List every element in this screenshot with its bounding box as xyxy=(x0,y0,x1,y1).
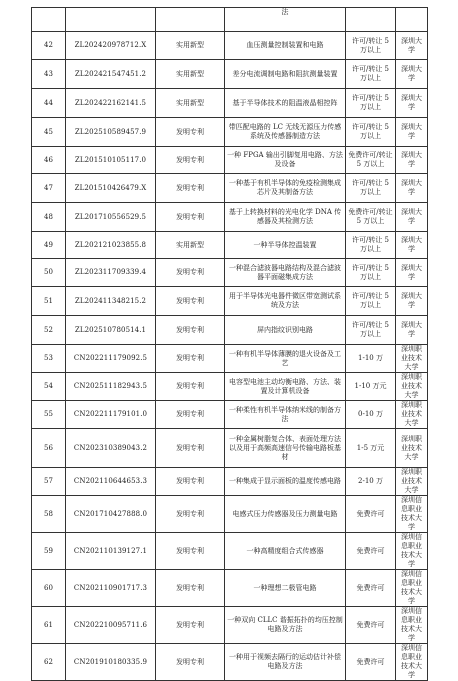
patent-name: 差分电流调制电路和阻抗测量装置 xyxy=(225,60,346,89)
patent-owner: 深圳大学 xyxy=(396,147,428,174)
table-row xyxy=(32,232,428,259)
patent-table-body xyxy=(32,8,428,681)
license-terms: 许可/转让 5 万以上 xyxy=(346,287,396,316)
license-terms: 许可/转让 5 万以上 xyxy=(346,174,396,203)
patent-name: 血压测量控制装置和电路 xyxy=(225,32,346,60)
license-terms: 许可/转让 5 万以上 xyxy=(346,316,396,345)
patent-number: ZL202510780514.1 xyxy=(66,316,156,345)
patent-name: 一种有机半导体薄膜的退火设备及工艺 xyxy=(225,345,346,373)
table-row xyxy=(32,644,428,681)
patent-number: ZL201510426479.X xyxy=(66,174,156,203)
patent-type: 发明专利 xyxy=(156,147,225,174)
table-row xyxy=(32,496,428,533)
table-row xyxy=(32,203,428,232)
row-number: 50 xyxy=(32,259,66,287)
patent-name: 一种金属树脂复合体、表面处理方法以及用于高频高速信号传输电路板基材 xyxy=(225,429,346,468)
patent-type: 发明专利 xyxy=(156,644,225,681)
patent-name: 用于半导体光电器件微区带宽测试系统及方法 xyxy=(225,287,346,316)
patent-number: ZL202510589457.9 xyxy=(66,118,156,147)
row-number: 55 xyxy=(32,401,66,429)
patent-number: ZL202422162141.5 xyxy=(66,89,156,118)
patent-type xyxy=(156,8,225,32)
patent-number: CN202210095711.6 xyxy=(66,607,156,644)
patent-owner: 深圳大学 xyxy=(396,89,428,118)
patent-type: 实用新型 xyxy=(156,89,225,118)
row-number: 60 xyxy=(32,570,66,607)
patent-type: 发明专利 xyxy=(156,174,225,203)
patent-owner: 深圳职业技术大学 xyxy=(396,468,428,496)
patent-owner: 深圳大学 xyxy=(396,203,428,232)
row-number: 48 xyxy=(32,203,66,232)
patent-number: ZL201510105117.0 xyxy=(66,147,156,174)
row-number: 57 xyxy=(32,468,66,496)
patent-number: CN202110644653.3 xyxy=(66,468,156,496)
patent-owner: 深圳大学 xyxy=(396,60,428,89)
license-terms: 1-10 万元 xyxy=(346,373,396,401)
patent-name: 一种用于视频去隔行的运动估计补偿电路及方法 xyxy=(225,644,346,681)
patent-name: 法 xyxy=(225,8,346,32)
patent-owner: 深圳大学 xyxy=(396,232,428,259)
patent-owner: 深圳信息职业技术大学 xyxy=(396,607,428,644)
patent-type: 发明专利 xyxy=(156,373,225,401)
patent-number: CN202110901717.3 xyxy=(66,570,156,607)
table-row xyxy=(32,89,428,118)
patent-name: 一种半导体控温装置 xyxy=(225,232,346,259)
patent-name: 一种集成于显示面板的温度传感电路 xyxy=(225,468,346,496)
patent-type: 实用新型 xyxy=(156,32,225,60)
patent-type: 发明专利 xyxy=(156,533,225,570)
patent-name: 基于半导体技术的阻温液晶相控阵 xyxy=(225,89,346,118)
table-row xyxy=(32,60,428,89)
row-number: 43 xyxy=(32,60,66,89)
table-row xyxy=(32,147,428,174)
patent-type: 实用新型 xyxy=(156,232,225,259)
table-row xyxy=(32,316,428,345)
license-terms: 许可/转让 5 万以上 xyxy=(346,232,396,259)
row-number xyxy=(32,8,66,32)
patent-owner: 深圳大学 xyxy=(396,316,428,345)
license-terms: 免费许可/转让 5 万以上 xyxy=(346,147,396,174)
patent-owner: 深圳职业技术大学 xyxy=(396,429,428,468)
patent-name: 电容型电池主动均衡电路、方法、装置及计算机设备 xyxy=(225,373,346,401)
patent-owner xyxy=(396,8,428,32)
license-terms: 许可/转让 5 万以上 xyxy=(346,60,396,89)
row-number: 61 xyxy=(32,607,66,644)
patent-owner: 深圳大学 xyxy=(396,287,428,316)
patent-table-container xyxy=(31,7,427,681)
patent-name: 屏内指纹识别电路 xyxy=(225,316,346,345)
patent-owner: 深圳信息职业技术大学 xyxy=(396,644,428,681)
patent-name: 一种理想二极管电路 xyxy=(225,570,346,607)
patent-type: 发明专利 xyxy=(156,316,225,345)
row-number: 54 xyxy=(32,373,66,401)
patent-number: ZL201710556529.5 xyxy=(66,203,156,232)
patent-number: ZL202311709339.4 xyxy=(66,259,156,287)
table-row xyxy=(32,259,428,287)
patent-owner: 深圳信息职业技术大学 xyxy=(396,533,428,570)
row-number: 59 xyxy=(32,533,66,570)
patent-type: 发明专利 xyxy=(156,468,225,496)
license-terms: 免费许可/转让 5 万以上 xyxy=(346,203,396,232)
patent-number: CN201710427888.0 xyxy=(66,496,156,533)
license-terms: 许可/转让 5 万以上 xyxy=(346,118,396,147)
patent-type: 发明专利 xyxy=(156,118,225,147)
license-terms: 1-10 万 xyxy=(346,345,396,373)
patent-type: 发明专利 xyxy=(156,287,225,316)
patent-number: ZL202421547451.2 xyxy=(66,60,156,89)
patent-owner: 深圳信息职业技术大学 xyxy=(396,570,428,607)
table-row xyxy=(32,8,428,32)
patent-name: 一种柔性有机半导体纳米线的制备方法 xyxy=(225,401,346,429)
table-row xyxy=(32,118,428,147)
patent-table xyxy=(31,7,428,681)
license-terms: 免费许可 xyxy=(346,570,396,607)
patent-owner: 深圳职业技术大学 xyxy=(396,401,428,429)
patent-number: CN202511182943.5 xyxy=(66,373,156,401)
patent-owner: 深圳大学 xyxy=(396,259,428,287)
patent-number: ZL202420978712.X xyxy=(66,32,156,60)
license-terms xyxy=(346,8,396,32)
patent-owner: 深圳大学 xyxy=(396,174,428,203)
table-row xyxy=(32,287,428,316)
patent-number: ZL202411348215.2 xyxy=(66,287,156,316)
patent-number: CN202211179092.5 xyxy=(66,345,156,373)
patent-number: CN201910180335.9 xyxy=(66,644,156,681)
license-terms: 免费许可 xyxy=(346,644,396,681)
table-row xyxy=(32,345,428,373)
row-number: 62 xyxy=(32,644,66,681)
table-row xyxy=(32,174,428,203)
patent-type: 发明专利 xyxy=(156,345,225,373)
row-number: 51 xyxy=(32,287,66,316)
row-number: 46 xyxy=(32,147,66,174)
row-number: 49 xyxy=(32,232,66,259)
table-row xyxy=(32,468,428,496)
patent-name: 带匹配电路的 LC 无线无源压力传感系统及传感器制造方法 xyxy=(225,118,346,147)
patent-type: 发明专利 xyxy=(156,570,225,607)
row-number: 53 xyxy=(32,345,66,373)
license-terms: 许可/转让 5 万以上 xyxy=(346,259,396,287)
license-terms: 0-10 万 xyxy=(346,401,396,429)
row-number: 47 xyxy=(32,174,66,203)
patent-type: 实用新型 xyxy=(156,60,225,89)
license-terms: 免费许可 xyxy=(346,607,396,644)
table-row xyxy=(32,607,428,644)
license-terms: 许可/转让 5 万以上 xyxy=(346,32,396,60)
license-terms: 许可/转让 5 万以上 xyxy=(346,89,396,118)
patent-name: 一种基于有机半导体的免疫检测集成芯片及其制备方法 xyxy=(225,174,346,203)
patent-owner: 深圳大学 xyxy=(396,118,428,147)
patent-type: 发明专利 xyxy=(156,203,225,232)
table-row xyxy=(32,533,428,570)
patent-type: 发明专利 xyxy=(156,429,225,468)
patent-name: 一种高精度组合式传感器 xyxy=(225,533,346,570)
patent-type: 发明专利 xyxy=(156,401,225,429)
table-row xyxy=(32,401,428,429)
patent-type: 发明专利 xyxy=(156,607,225,644)
patent-owner: 深圳职业技术大学 xyxy=(396,345,428,373)
patent-owner: 深圳职业技术大学 xyxy=(396,373,428,401)
table-row xyxy=(32,373,428,401)
patent-type: 发明专利 xyxy=(156,259,225,287)
row-number: 45 xyxy=(32,118,66,147)
license-terms: 2-10 万 xyxy=(346,468,396,496)
row-number: 56 xyxy=(32,429,66,468)
patent-name: 基于上转换材料的光电化学 DNA 传感器及其检测方法 xyxy=(225,203,346,232)
patent-type: 发明专利 xyxy=(156,496,225,533)
table-row xyxy=(32,429,428,468)
patent-number: CN202110139127.1 xyxy=(66,533,156,570)
patent-number xyxy=(66,8,156,32)
patent-number: ZL202121023855.8 xyxy=(66,232,156,259)
table-row xyxy=(32,32,428,60)
license-terms: 1-5 万元 xyxy=(346,429,396,468)
patent-name: 电感式压力传感器及压力测量电路 xyxy=(225,496,346,533)
patent-number: CN202211179101.0 xyxy=(66,401,156,429)
patent-owner: 深圳信息职业技术大学 xyxy=(396,496,428,533)
row-number: 42 xyxy=(32,32,66,60)
patent-owner: 深圳大学 xyxy=(396,32,428,60)
table-row xyxy=(32,570,428,607)
patent-name: 一种 FPGA 输出引脚复用电路、方法及设备 xyxy=(225,147,346,174)
row-number: 58 xyxy=(32,496,66,533)
patent-name: 一种双向 CLLC 谐振拓扑的均压控制电路及方法 xyxy=(225,607,346,644)
patent-name: 一种混合滤波器电路结构及混合滤波器平面磁集成方法 xyxy=(225,259,346,287)
license-terms: 免费许可 xyxy=(346,533,396,570)
row-number: 52 xyxy=(32,316,66,345)
license-terms: 免费许可 xyxy=(346,496,396,533)
patent-number: CN202310389043.2 xyxy=(66,429,156,468)
row-number: 44 xyxy=(32,89,66,118)
